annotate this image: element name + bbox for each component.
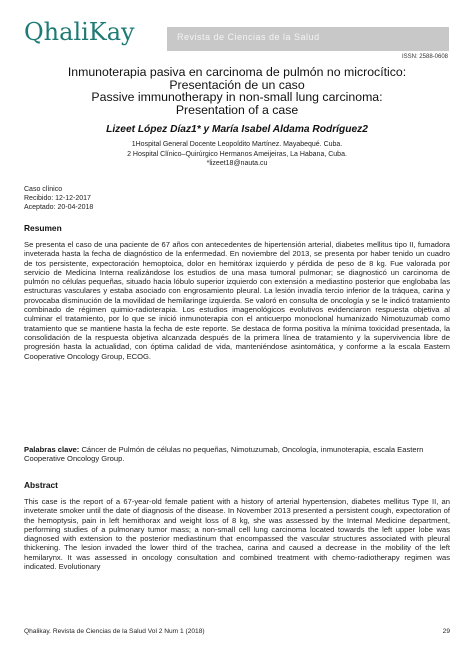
- article-titles: [24, 66, 450, 116]
- page-number: 29: [442, 628, 450, 635]
- affiliations: [24, 140, 450, 169]
- article-type: Caso clínico: [24, 186, 63, 193]
- keywords-label: Palabras clave:: [24, 445, 80, 454]
- authors: Lizeet López Díaz1* y María Isabel Aldama Rodríguez2: [106, 124, 368, 135]
- title-es-line-1: Inmunoterapia pasiva en carcinoma de pulmón no microcítico:: [67, 65, 407, 79]
- page-footer: [24, 628, 450, 635]
- journal-logo: QhaliKay: [24, 18, 135, 46]
- received-date: Recibido: 12-12-2017: [24, 194, 91, 202]
- journal-tagline-bar: [167, 27, 449, 51]
- resumen-heading: Resumen: [24, 223, 62, 233]
- journal-header: [0, 0, 474, 72]
- title-en-line-2: Presentation of a case: [175, 102, 299, 117]
- footer-citation: Qhalikay. Revista de Ciencias de la Salud Vol 2 Num 1 (2018): [24, 628, 205, 635]
- keywords-list: Cáncer de Pulmón de células no pequeñas, Nimotuzumab, Oncología, inmunoterapia, escala Eastern Cooperative Oncology Group.: [24, 445, 424, 464]
- abstract-body: This case is the report of a 67-year-old female patient with a history of arterial hypertension, diabetes mellitus Type II, an inveterate smoker until the date of diagnosis of the disease. In November 2013 presented a persistent cough, expectoration of the hemoptysis, pain in left hemithorax and weight loss of 8 kg, she was assessed by the Internal Medicine department, performing studies of a pulmonary tumor mass; a non-small cell lung carcinoma located towards the left upper lobe was diagnosed with extension to the posterior mediastinum that encompassed the vascular structures associated with pleural thickening. The lesion invaded the lower third of the trachea, carina and caused a decrease in the mobility of the left hemilarynx. It was assessed in oncology consultation and combined treatment with chemo-radiotherapy regimen was indicated. Evolutionary: [24, 497, 450, 572]
- affiliation-1: 1Hospital General Docente Leopoldito Martínez. Mayabequé. Cuba.: [131, 141, 343, 148]
- article-dates: [24, 186, 93, 212]
- affiliation-2: 2 Hospital Clínico–Quirúrgico Hermanos Ameijeiras, La Habana, Cuba.: [127, 150, 347, 158]
- journal-tagline: Revista de Ciencias de la Salud: [177, 32, 320, 42]
- author-email[interactable]: *lizeet18@nauta.cu: [206, 160, 268, 167]
- title-es-line-2: Presentación de un caso: [169, 77, 305, 92]
- title-en-line-1: Passive immunotherapy in non-small lung carcinoma:: [91, 90, 383, 105]
- accepted-date: Aceptado: 20-04-2018: [24, 203, 94, 211]
- issn: ISSN: 2588-0608: [401, 54, 448, 60]
- keywords: [24, 445, 450, 464]
- abstract-heading: Abstract: [24, 480, 58, 490]
- resumen-body: Se presenta el caso de una paciente de 67 años con antecedentes de hipertensión arterial, diabetes mellitus tipo II, fumadora inveterada hasta la fecha de diagnóstico de la enfermedad. En noviembre del 2013, se presenta por haber tenido un cuadro de tos persistente, expectoración hemoptoica, dolor en hemitórax izquierdo y pérdida de peso de 8 kg. Fue valorada por servicio de Medicina Interna realizándose los estudios de una masa tumoral pulmonar; se diagnosticó un carcinoma de pulmón no células pequeñas, situado hacia lóbulo superior izquierdo con extensión a mediastino posterior que englobaba las estructuras vasculares y estaba asociado con engrosamiento pleural. La lesión invadía tercio inferior de la tráquea, carina y provocaba disminución de la movilidad de hemilaringe izquierda. Se valoró en consulta de oncología y se le indicó tratamiento combinado de régimen quimio-radioterapia. Los estudios imagenológicos evolutivos evidenciaron respuesta objetiva al culminar el tratamiento, por lo que se inició inmunoterapia con el anticuerpo monoclonal humanizado Nimotuzumab como tratamiento que se mantiene hasta la fecha de este reporte. Se destaca de forma positiva la mínima toxicidad presentada, la consolidación de la respuesta objetiva alcanzada después de la primera línea de tratamiento y la supervivencia libre de progresión hasta la actualidad, con óptima calidad de vida, manteniéndose asintomática, y conforme a la escala Eastern Cooperative Oncology Group, ECOG.: [24, 240, 450, 361]
